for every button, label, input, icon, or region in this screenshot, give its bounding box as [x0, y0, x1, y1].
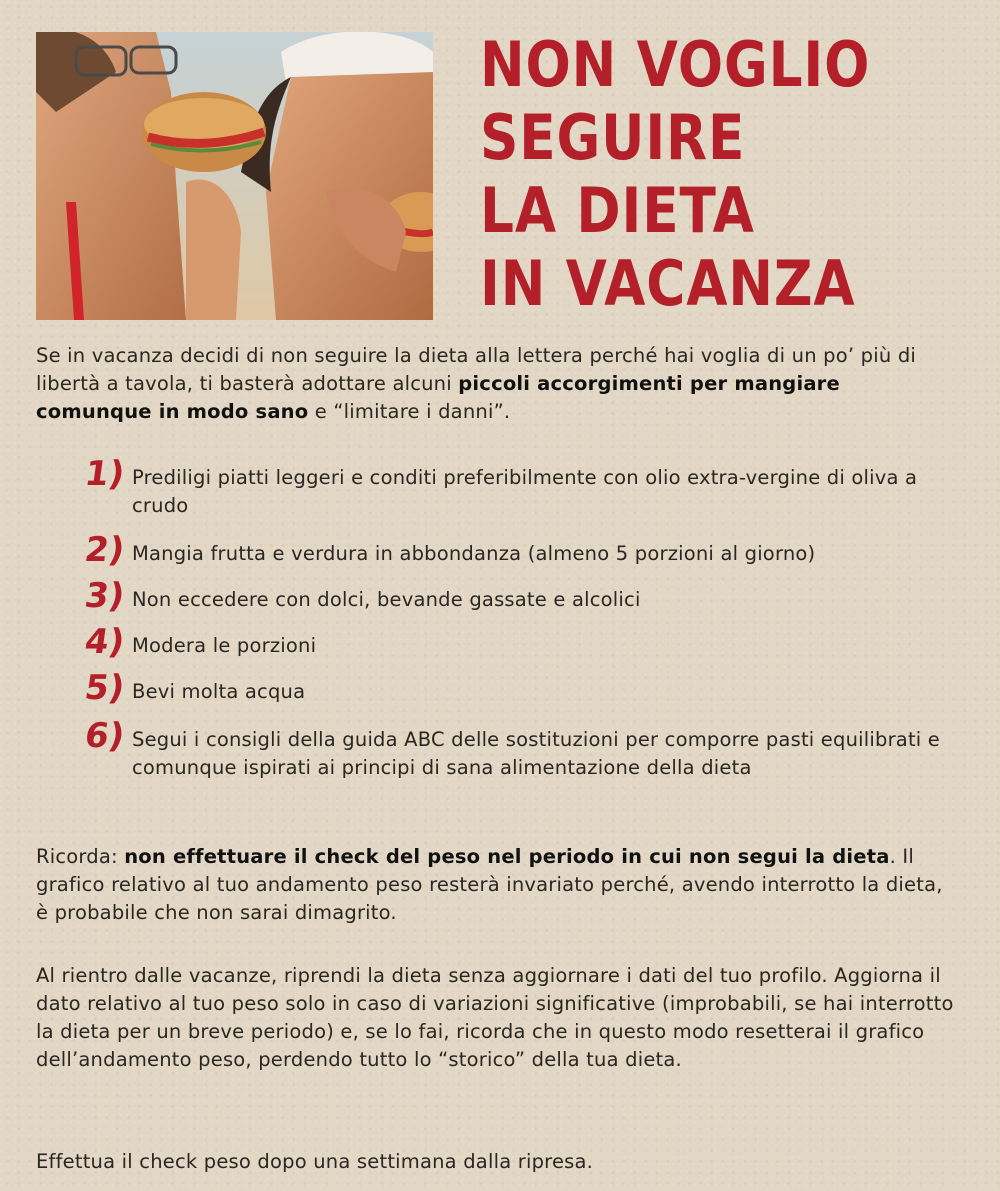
- closing-paragraph: Effettua il check peso dopo una settimana dalla ripresa.: [36, 1150, 594, 1173]
- title-line: SEGUIRE: [480, 101, 746, 174]
- item-number: 1): [82, 454, 128, 494]
- photo-illustration: [36, 32, 433, 320]
- item-number: 4): [82, 622, 128, 662]
- title-line: NON VOGLIO: [480, 28, 871, 101]
- reminder-text-end: . Il grafico relativo al tuo andamento peso resterà invariato perché, avendo interrotto la dieta, è probabile che non sarai dimagrito.: [36, 845, 943, 924]
- item-text: Modera le porzioni: [132, 634, 317, 657]
- item-text: Segui i consigli della guida ABC delle sostituzioni per comporre pasti equilibrati e comunque ispirati ai principi di sana alimentazione della dieta: [132, 728, 940, 779]
- title-line: LA DIETA: [480, 174, 755, 247]
- intro-text: Se in vacanza decidi di non seguire la dieta alla lettera perché hai voglia di un po’ più di libertà a tavola, ti basterà adottare alcuni: [36, 344, 917, 395]
- hero-photo-people-eating-burgers: [36, 32, 433, 320]
- page-title: [480, 28, 910, 320]
- intro-text-end: e “limitare i danni”.: [308, 400, 511, 423]
- intro-paragraph: [36, 342, 954, 426]
- title-line: IN VACANZA: [480, 247, 856, 320]
- intro-bold-text: piccoli accorgimenti per mangiare comunque in modo sano: [36, 372, 840, 423]
- item-number: 6): [82, 716, 128, 756]
- reminder-text: Ricorda:: [36, 845, 125, 868]
- item-number: 3): [82, 576, 128, 616]
- item-text: Bevi molta acqua: [132, 680, 306, 703]
- return-paragraph: Al rientro dalle vacanze, riprendi la dieta senza aggiornare i dati del tuo profilo. Aggiorna il dato relativo al tuo peso solo in caso di variazioni significative (improbabili, se hai interrotto la dieta per un breve periodo) e, se lo fai, ricorda che in questo modo resetterai il grafico dell’andamento peso, perdendo tutto lo “storico” della tua dieta.: [36, 964, 954, 1071]
- item-text: Non eccedere con dolci, bevande gassate e alcolici: [132, 588, 641, 611]
- reminder-bold-text: non effettuare il check del peso nel periodo in cui non segui la dieta: [124, 845, 890, 868]
- item-text: Mangia frutta e verdura in abbondanza (almeno 5 porzioni al giorno): [132, 542, 816, 565]
- item-number: 5): [82, 668, 128, 708]
- item-text: Prediligi piatti leggeri e conditi preferibilmente con olio extra-vergine di oliva a crudo: [132, 466, 918, 517]
- reminder-paragraph: [36, 843, 954, 927]
- item-number: 2): [82, 530, 128, 570]
